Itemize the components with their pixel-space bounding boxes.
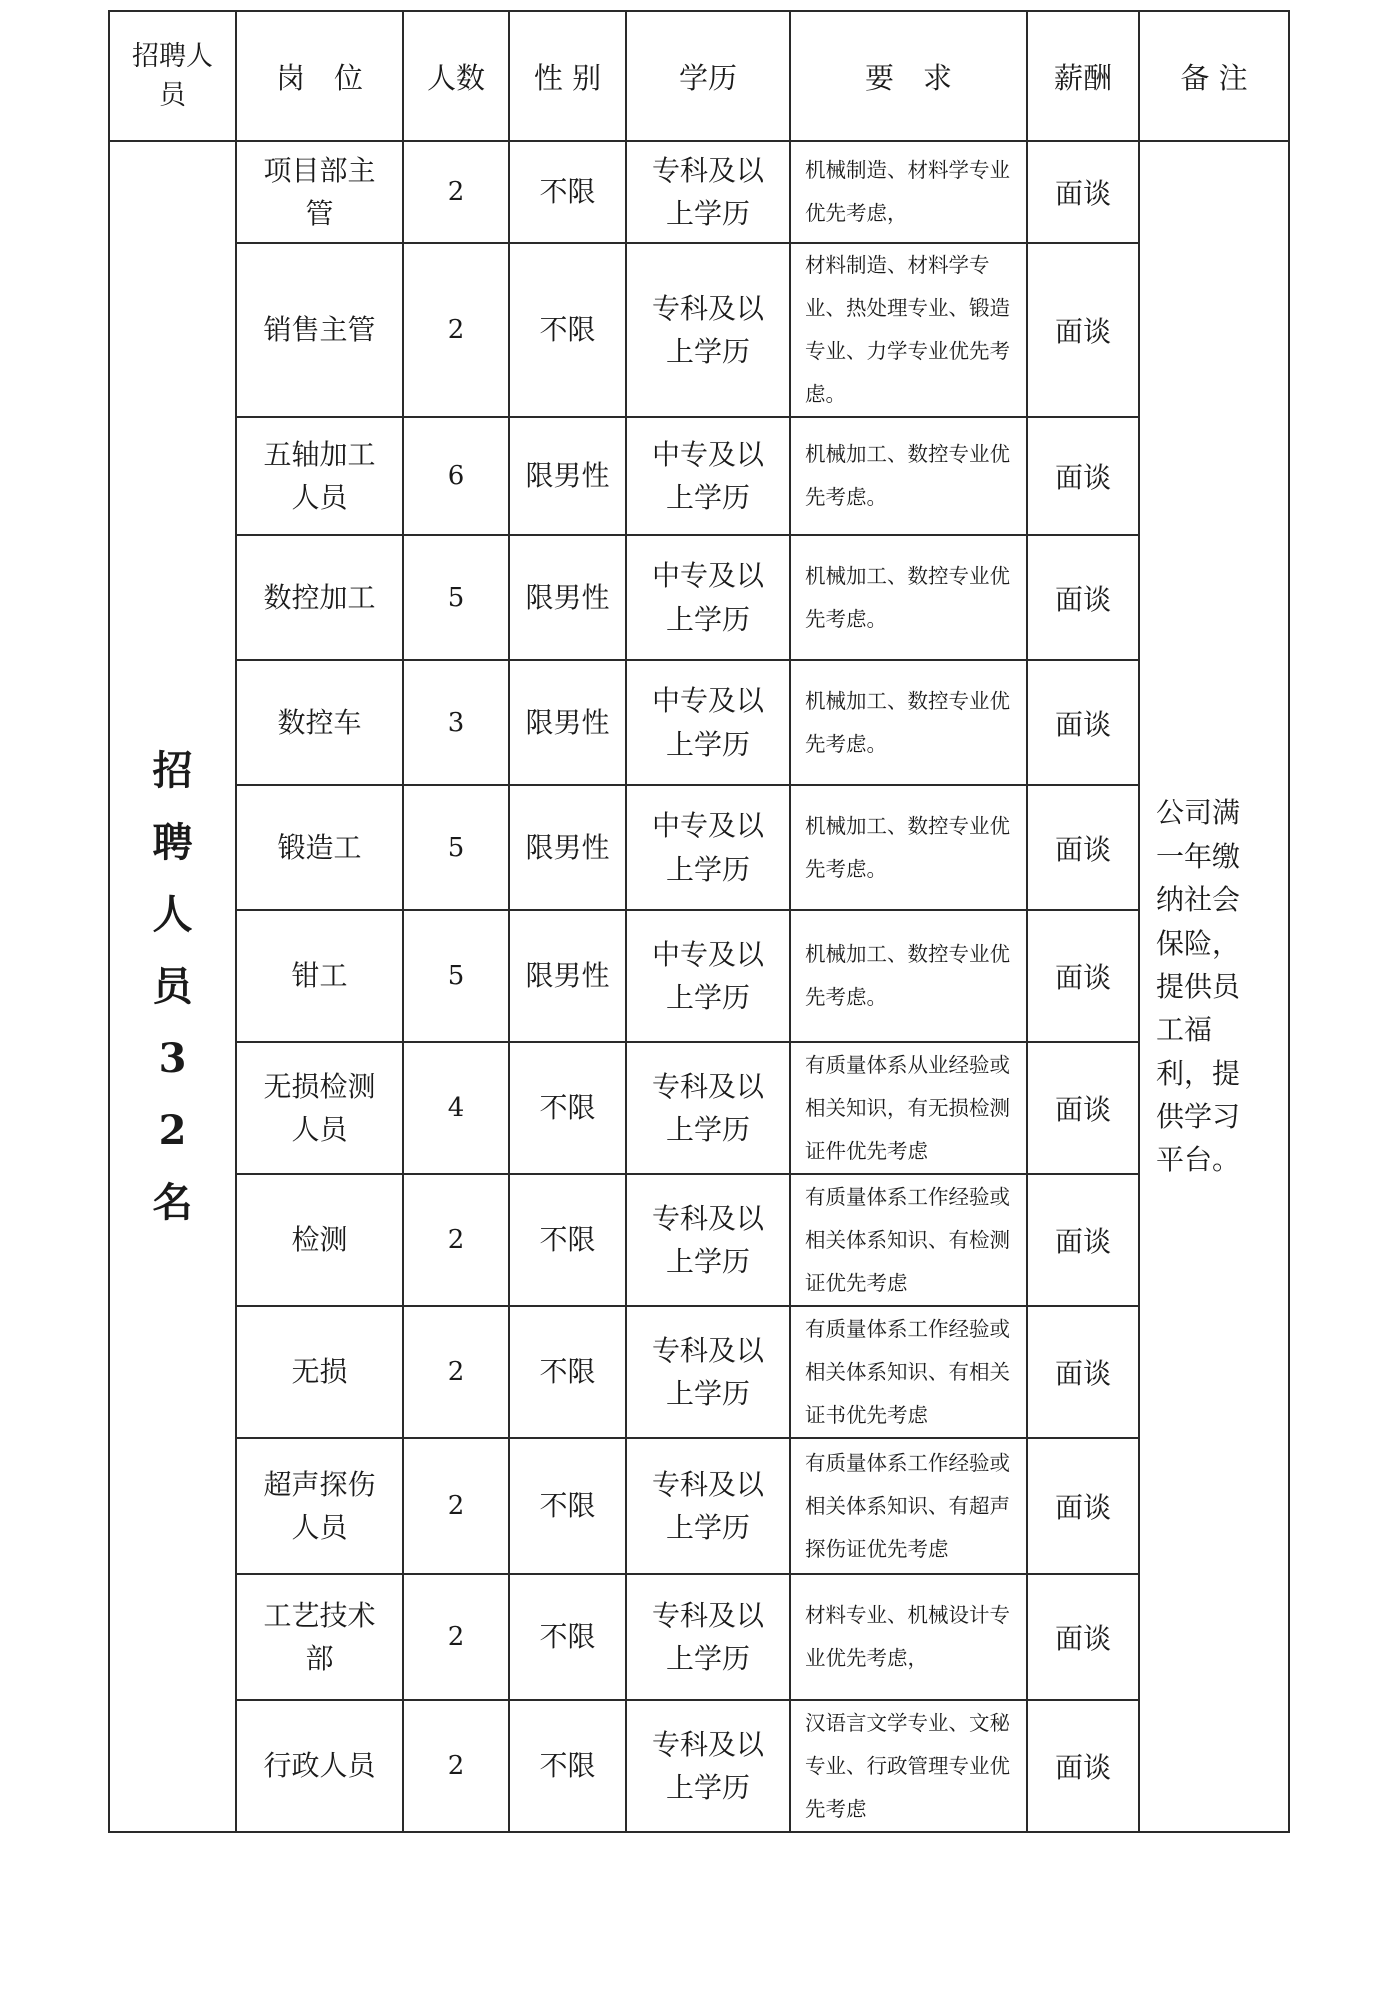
gender-text: 不限	[539, 1749, 596, 1783]
requirements-cell: 机械加工、数控专业优先考虑。	[790, 660, 1027, 785]
position-text: 销售主管	[263, 313, 376, 347]
recruitment-sheet	[108, 10, 1290, 1833]
header-count: 人数	[403, 11, 509, 141]
gender-cell	[509, 1306, 626, 1438]
education-cell	[626, 1306, 790, 1438]
requirements-cell: 机械加工、数控专业优先考虑。	[790, 785, 1027, 910]
position-text: 无损	[291, 1355, 348, 1389]
gender-text: 不限	[539, 313, 596, 347]
gender-text: 限男性	[525, 959, 610, 993]
education-text: 中专及以上学历	[651, 559, 764, 636]
count-cell: 2	[403, 141, 509, 243]
gender-text: 限男性	[525, 459, 610, 493]
position-text: 工艺技术部	[263, 1598, 376, 1676]
position-text: 数控车	[277, 705, 362, 739]
gender-text: 不限	[539, 1223, 596, 1257]
education-text: 中专及以上学历	[651, 437, 764, 515]
table-row	[109, 1438, 1289, 1574]
position-text: 超声探伤人员	[263, 1467, 376, 1545]
count-cell: 2	[403, 1306, 509, 1438]
education-cell	[626, 1574, 790, 1700]
count-cell: 5	[403, 910, 509, 1042]
salary-cell: 面谈	[1027, 660, 1139, 785]
position-cell	[236, 910, 403, 1042]
education-cell	[626, 417, 790, 535]
requirements-cell: 机械加工、数控专业优先考虑。	[790, 910, 1027, 1042]
header-education: 学历	[626, 11, 790, 141]
requirements-cell: 有质量体系从业经验或相关知识，有无损检测证件优先考虑	[790, 1042, 1027, 1174]
gender-text: 不限	[539, 1355, 596, 1389]
position-cell	[236, 1042, 403, 1174]
position-cell	[236, 785, 403, 910]
gender-text: 限男性	[525, 705, 610, 739]
position-cell	[236, 1174, 403, 1306]
table-row	[109, 1042, 1289, 1174]
salary-cell: 面谈	[1027, 910, 1139, 1042]
count-cell: 6	[403, 417, 509, 535]
gender-text: 限男性	[525, 580, 610, 614]
gender-text: 不限	[539, 1091, 596, 1125]
table-row	[109, 1174, 1289, 1306]
requirements-cell: 机械加工、数控专业优先考虑。	[790, 417, 1027, 535]
position-cell	[236, 417, 403, 535]
education-text: 中专及以上学历	[651, 809, 764, 886]
education-text: 专科及以上学历	[651, 153, 764, 230]
table-row	[109, 1306, 1289, 1438]
recruitment-table	[108, 10, 1290, 1833]
education-cell	[626, 141, 790, 243]
education-cell	[626, 660, 790, 785]
salary-cell: 面谈	[1027, 1042, 1139, 1174]
salary-cell: 面谈	[1027, 1700, 1139, 1832]
gender-text: 不限	[539, 1489, 596, 1523]
position-text: 行政人员	[263, 1749, 376, 1783]
salary-cell: 面谈	[1027, 243, 1139, 417]
salary-cell: 面谈	[1027, 535, 1139, 660]
education-text: 专科及以上学历	[651, 1069, 764, 1147]
header-gender: 性 别	[509, 11, 626, 141]
requirements-cell: 有质量体系工作经验或相关体系知识、有检测证优先考虑	[790, 1174, 1027, 1306]
header-requirements: 要 求	[790, 11, 1027, 141]
count-cell: 2	[403, 243, 509, 417]
count-cell: 2	[403, 1574, 509, 1700]
education-cell	[626, 535, 790, 660]
header-position: 岗 位	[236, 11, 403, 141]
count-cell: 2	[403, 1174, 509, 1306]
header-note: 备 注	[1139, 11, 1289, 141]
salary-cell: 面谈	[1027, 1438, 1139, 1574]
education-cell	[626, 243, 790, 417]
table-row	[109, 1574, 1289, 1700]
gender-cell	[509, 1174, 626, 1306]
gender-cell	[509, 1700, 626, 1832]
gender-text: 限男性	[525, 830, 610, 864]
salary-cell: 面谈	[1027, 1174, 1139, 1306]
education-text: 专科及以上学历	[651, 291, 764, 369]
education-cell	[626, 1174, 790, 1306]
position-text: 检测	[291, 1223, 348, 1257]
count-cell: 4	[403, 1042, 509, 1174]
position-text: 锻造工	[277, 830, 362, 864]
gender-cell	[509, 417, 626, 535]
header-group-label: 招聘人员	[132, 40, 213, 111]
education-cell	[626, 1700, 790, 1832]
requirements-cell: 材料专业、机械设计专业优先考虑，	[790, 1574, 1027, 1700]
education-cell	[626, 910, 790, 1042]
gender-text: 不限	[539, 175, 596, 209]
position-text: 无损检测人员	[263, 1069, 376, 1147]
group-label: 招聘人员32名	[152, 746, 193, 1226]
position-cell	[236, 243, 403, 417]
education-cell	[626, 785, 790, 910]
position-text: 五轴加工人员	[263, 437, 376, 515]
requirements-cell: 有质量体系工作经验或相关体系知识、有超声探伤证优先考虑	[790, 1438, 1027, 1574]
table-row	[109, 660, 1289, 785]
count-cell: 5	[403, 785, 509, 910]
position-text: 项目部主管	[263, 153, 376, 230]
table-row	[109, 910, 1289, 1042]
note-text: 公司满一年缴纳社会保险，提供员工福利，提供学习平台。	[1156, 796, 1241, 1177]
education-text: 中专及以上学历	[651, 684, 764, 761]
education-text: 专科及以上学历	[651, 1333, 764, 1411]
education-text: 专科及以上学历	[651, 1201, 764, 1279]
gender-text: 不限	[539, 1620, 596, 1654]
table-row	[109, 535, 1289, 660]
education-text: 专科及以上学历	[651, 1598, 764, 1676]
salary-cell: 面谈	[1027, 141, 1139, 243]
salary-cell: 面谈	[1027, 1306, 1139, 1438]
group-label-cell	[109, 141, 236, 1832]
gender-cell	[509, 1574, 626, 1700]
requirements-cell: 汉语言文学专业、文秘专业、行政管理专业优先考虑	[790, 1700, 1027, 1832]
position-text: 钳工	[291, 959, 348, 993]
position-cell	[236, 535, 403, 660]
table-row	[109, 1700, 1289, 1832]
table-row	[109, 243, 1289, 417]
gender-cell	[509, 1042, 626, 1174]
count-cell: 5	[403, 535, 509, 660]
education-cell	[626, 1042, 790, 1174]
position-cell	[236, 1306, 403, 1438]
requirements-cell: 机械制造、材料学专业优先考虑，	[790, 141, 1027, 243]
count-cell: 2	[403, 1700, 509, 1832]
position-cell	[236, 1700, 403, 1832]
gender-cell	[509, 535, 626, 660]
table-row	[109, 141, 1289, 243]
education-text: 专科及以上学历	[651, 1727, 764, 1805]
header-group	[109, 11, 236, 141]
gender-cell	[509, 1438, 626, 1574]
salary-cell: 面谈	[1027, 1574, 1139, 1700]
count-cell: 3	[403, 660, 509, 785]
table-body	[109, 141, 1289, 1832]
position-cell	[236, 660, 403, 785]
position-cell	[236, 1438, 403, 1574]
table-row	[109, 417, 1289, 535]
position-text: 数控加工	[263, 580, 376, 614]
position-cell	[236, 141, 403, 243]
education-text: 中专及以上学历	[651, 937, 764, 1015]
note-cell	[1139, 141, 1289, 1832]
position-cell	[236, 1574, 403, 1700]
gender-cell	[509, 141, 626, 243]
requirements-cell: 有质量体系工作经验或相关体系知识、有相关证书优先考虑	[790, 1306, 1027, 1438]
count-cell: 2	[403, 1438, 509, 1574]
header-salary: 薪酬	[1027, 11, 1139, 141]
education-cell	[626, 1438, 790, 1574]
gender-cell	[509, 660, 626, 785]
requirements-cell: 机械加工、数控专业优先考虑。	[790, 535, 1027, 660]
gender-cell	[509, 785, 626, 910]
education-text: 专科及以上学历	[651, 1467, 764, 1545]
salary-cell: 面谈	[1027, 785, 1139, 910]
gender-cell	[509, 243, 626, 417]
requirements-cell: 材料制造、材料学专业、热处理专业、锻造专业、力学专业优先考虑。	[790, 243, 1027, 417]
salary-cell: 面谈	[1027, 417, 1139, 535]
header-row	[109, 11, 1289, 141]
gender-cell	[509, 910, 626, 1042]
table-row	[109, 785, 1289, 910]
